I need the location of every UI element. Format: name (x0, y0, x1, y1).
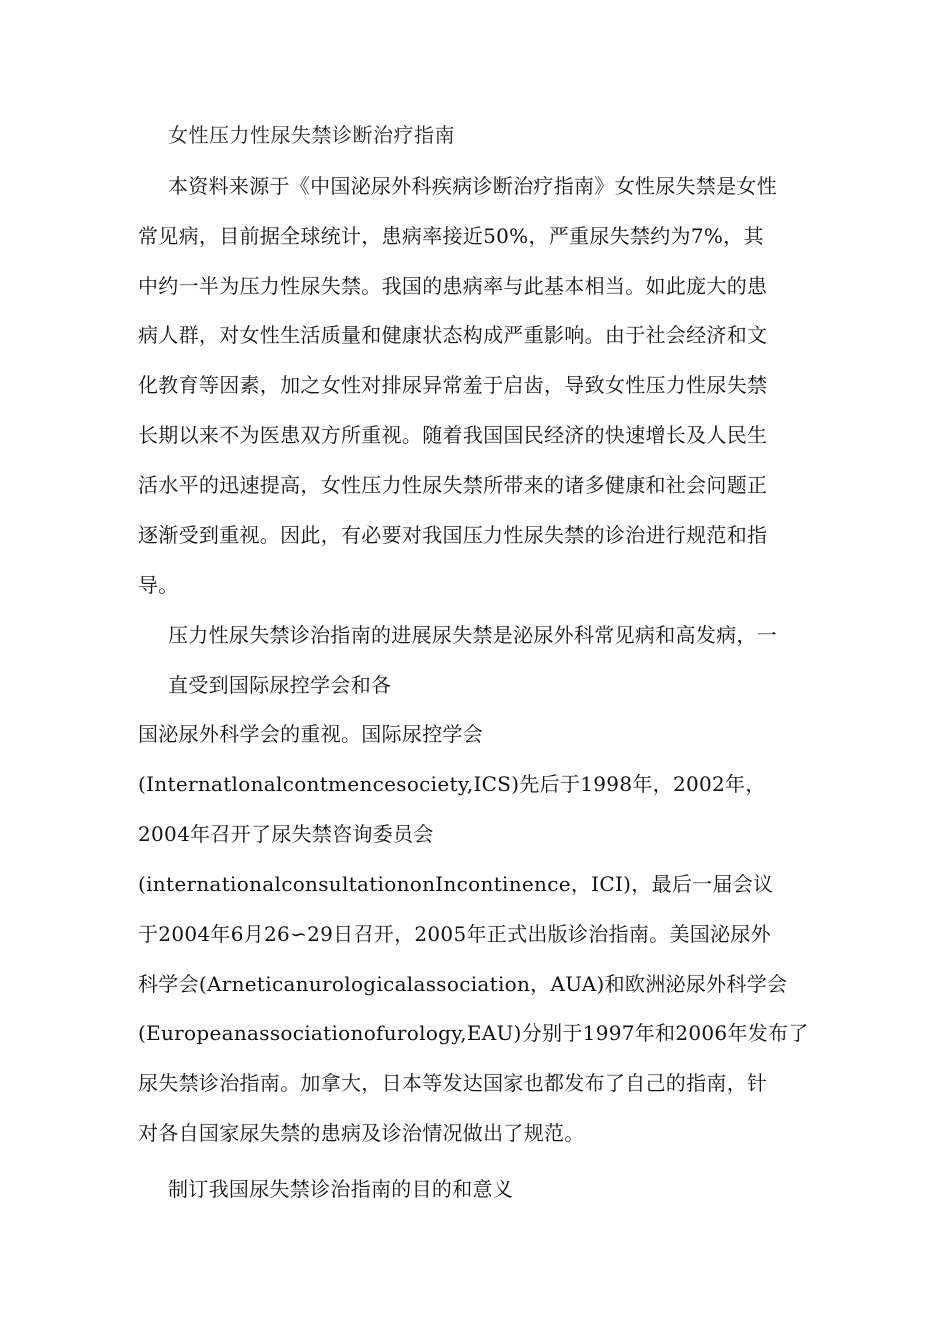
paragraph-line: 国泌尿外科学会的重视。国际尿控学会 (138, 722, 484, 746)
paragraph-line: 直受到国际尿控学会和各 (168, 673, 392, 697)
paragraph-line: 科学会(Arneticanurologicalassociation，AUA)和欧洲泌尿外科学会 (138, 972, 788, 996)
paragraph-line: 中约一半为压力性尿失禁。我国的患病率与此基本相当。如此庞大的患 (138, 274, 768, 298)
paragraph-line: 2004年召开了尿失禁咨询委员会 (138, 822, 434, 846)
paragraph-line: 于2004年6月26∽29日召开，2005年正式出版诊治指南。美国泌尿外 (138, 922, 771, 946)
paragraph-line: 常见病，目前据全球统计，患病率接近50%，严重尿失禁约为7%，其 (138, 224, 764, 248)
paragraph-line: 尿失禁诊治指南。加拿大，日本等发达国家也都发布了自己的指南，针 (138, 1071, 768, 1095)
paragraph-line: (Europeanassociationofurology,EAU)分别于1997年和2006年发布了 (138, 1021, 809, 1045)
section-heading: 制订我国尿失禁诊治指南的目的和意义 (168, 1177, 514, 1201)
paragraph-line: 对各自国家尿失禁的患病及诊治情况做出了规范。 (138, 1121, 585, 1145)
paragraph-line: 病人群，对女性生活质量和健康状态构成严重影响。由于社会经济和文 (138, 323, 768, 347)
paragraph-line: 导。 (138, 573, 179, 597)
paragraph-line: (internationalconsultationonIncontinence，ICI)，最后一届会议 (138, 872, 774, 896)
paragraph-line: 本资料来源于《中国泌尿外科疾病诊断治疗指南》女性尿失禁是女性 (168, 174, 777, 198)
paragraph-line: 逐渐受到重视。因此，有必要对我国压力性尿失禁的诊治进行规范和指 (138, 523, 768, 547)
document-title: 女性压力性尿失禁诊断治疗指南 (168, 123, 455, 147)
paragraph-line: (Internatlonalcontmencesociety,ICS)先后于1998年，2002年， (138, 772, 766, 796)
paragraph-line: 长期以来不为医患双方所重视。随着我国国民经济的快速增长及人民生 (138, 423, 768, 447)
paragraph-line: 压力性尿失禁诊治指南的进展尿失禁是泌尿外科常见病和高发病，一 (168, 623, 777, 647)
paragraph-line: 化教育等因素，加之女性对排尿异常羞于启齿，导致女性压力性尿失禁 (138, 373, 768, 397)
paragraph-line: 活水平的迅速提高，女性压力性尿失禁所带来的诸多健康和社会问题正 (138, 473, 768, 497)
